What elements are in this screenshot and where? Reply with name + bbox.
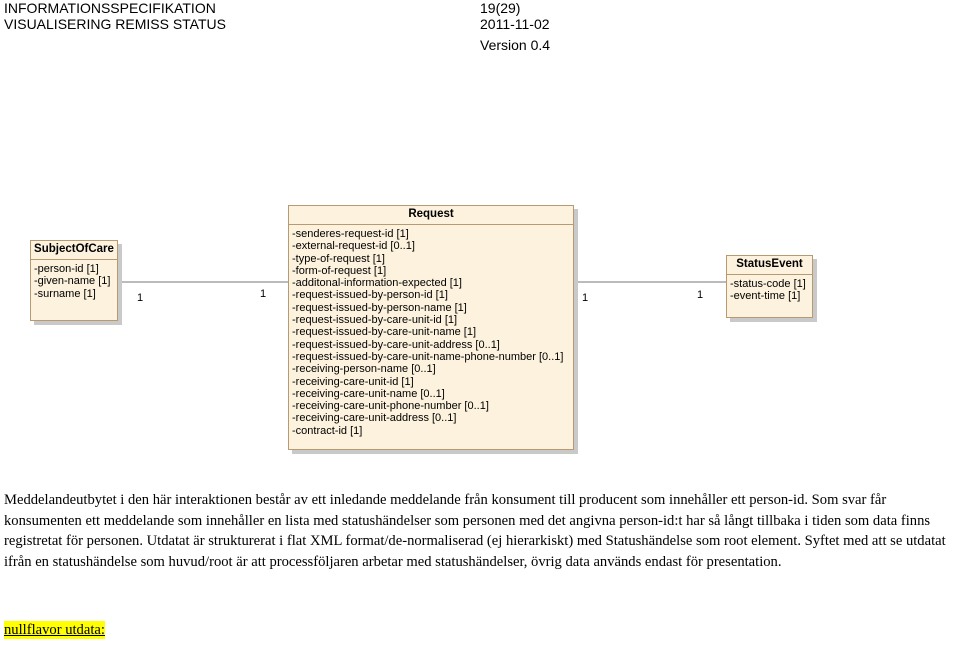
class-attribute: -senderes-request-id [1] xyxy=(292,228,409,240)
class-attribute: -status-code [1] xyxy=(730,278,806,290)
class-attributes xyxy=(31,260,117,300)
class-attribute: -request-issued-by-care-unit-address [0..1] xyxy=(292,338,500,351)
multiplicity-status: 1 xyxy=(697,289,704,301)
document-subtitle: VISUALISERING REMISS STATUS xyxy=(4,16,226,32)
subject-of-care-class xyxy=(30,240,118,321)
class-attributes xyxy=(289,225,573,437)
multiplicity-request-right: 1 xyxy=(582,292,589,304)
class-attribute: -form-of-request [1] xyxy=(292,264,387,277)
class-attribute: -receiving-care-unit-name [0..1] xyxy=(292,387,445,400)
class-name: SubjectOfCare xyxy=(31,241,117,260)
class-attribute: -request-issued-by-care-unit-name-phone-number [0..1] xyxy=(292,350,564,363)
request-class xyxy=(288,205,574,450)
class-attribute: -receiving-care-unit-phone-number [0..1] xyxy=(292,400,489,413)
class-attribute: -receiving-person-name [0..1] xyxy=(292,363,436,376)
document-version: Version 0.4 xyxy=(480,37,551,53)
class-attribute: -event-time [1] xyxy=(730,290,801,303)
description-paragraph: Meddelandeutbytet i den här interaktionen består av ett inledande meddelande från konsument till producent som innehåller ett person-id. Som svar får konsumenten ett meddelande som innehåller en lista med statushändelser som personen med det angivna person-id:t har så långt tillbaka i tiden som data finns registretat för personen. Utdatat är strukturerat i flat XML format/de-normaliserad (ej hierarkiskt) med Statushändelse som root element. Syftet med att se utdatat ifrån en statushändelse som huvud/root är att processföljaren arbetar med statushändelser, övrig data används endast för presentation. xyxy=(4,492,946,570)
class-attribute: -person-id [1] xyxy=(34,263,99,275)
class-attribute: -receiving-care-unit-id [1] xyxy=(292,375,414,388)
class-name: Request xyxy=(289,206,573,225)
class-attribute: -request-issued-by-person-id [1] xyxy=(292,289,448,302)
class-name: StatusEvent xyxy=(727,256,812,275)
class-attribute: -receiving-care-unit-address [0..1] xyxy=(292,412,457,425)
class-attribute: -request-issued-by-person-name [1] xyxy=(292,301,467,314)
class-attribute: -request-issued-by-care-unit-id [1] xyxy=(292,314,458,327)
document-title: INFORMATIONSSPECIFIKATION xyxy=(4,0,216,16)
class-attributes xyxy=(727,275,812,303)
status-event-class xyxy=(726,255,813,318)
class-attribute: -additonal-information-expected [1] xyxy=(292,277,462,290)
multiplicity-subject: 1 xyxy=(137,292,144,304)
class-attribute: -request-issued-by-care-unit-name [1] xyxy=(292,326,477,339)
class-attribute: -given-name [1] xyxy=(34,275,111,288)
document-date: 2011-11-02 xyxy=(480,16,550,32)
page-number: 19(29) xyxy=(480,0,521,16)
class-attribute: -contract-id [1] xyxy=(292,424,363,437)
class-attribute: -surname [1] xyxy=(34,287,96,300)
nullflavor-heading: nullflavor utdata: xyxy=(4,622,105,638)
multiplicity-request-left: 1 xyxy=(260,288,267,300)
class-attribute: -type-of-request [1] xyxy=(292,252,385,265)
class-attribute: -external-request-id [0..1] xyxy=(292,240,415,253)
